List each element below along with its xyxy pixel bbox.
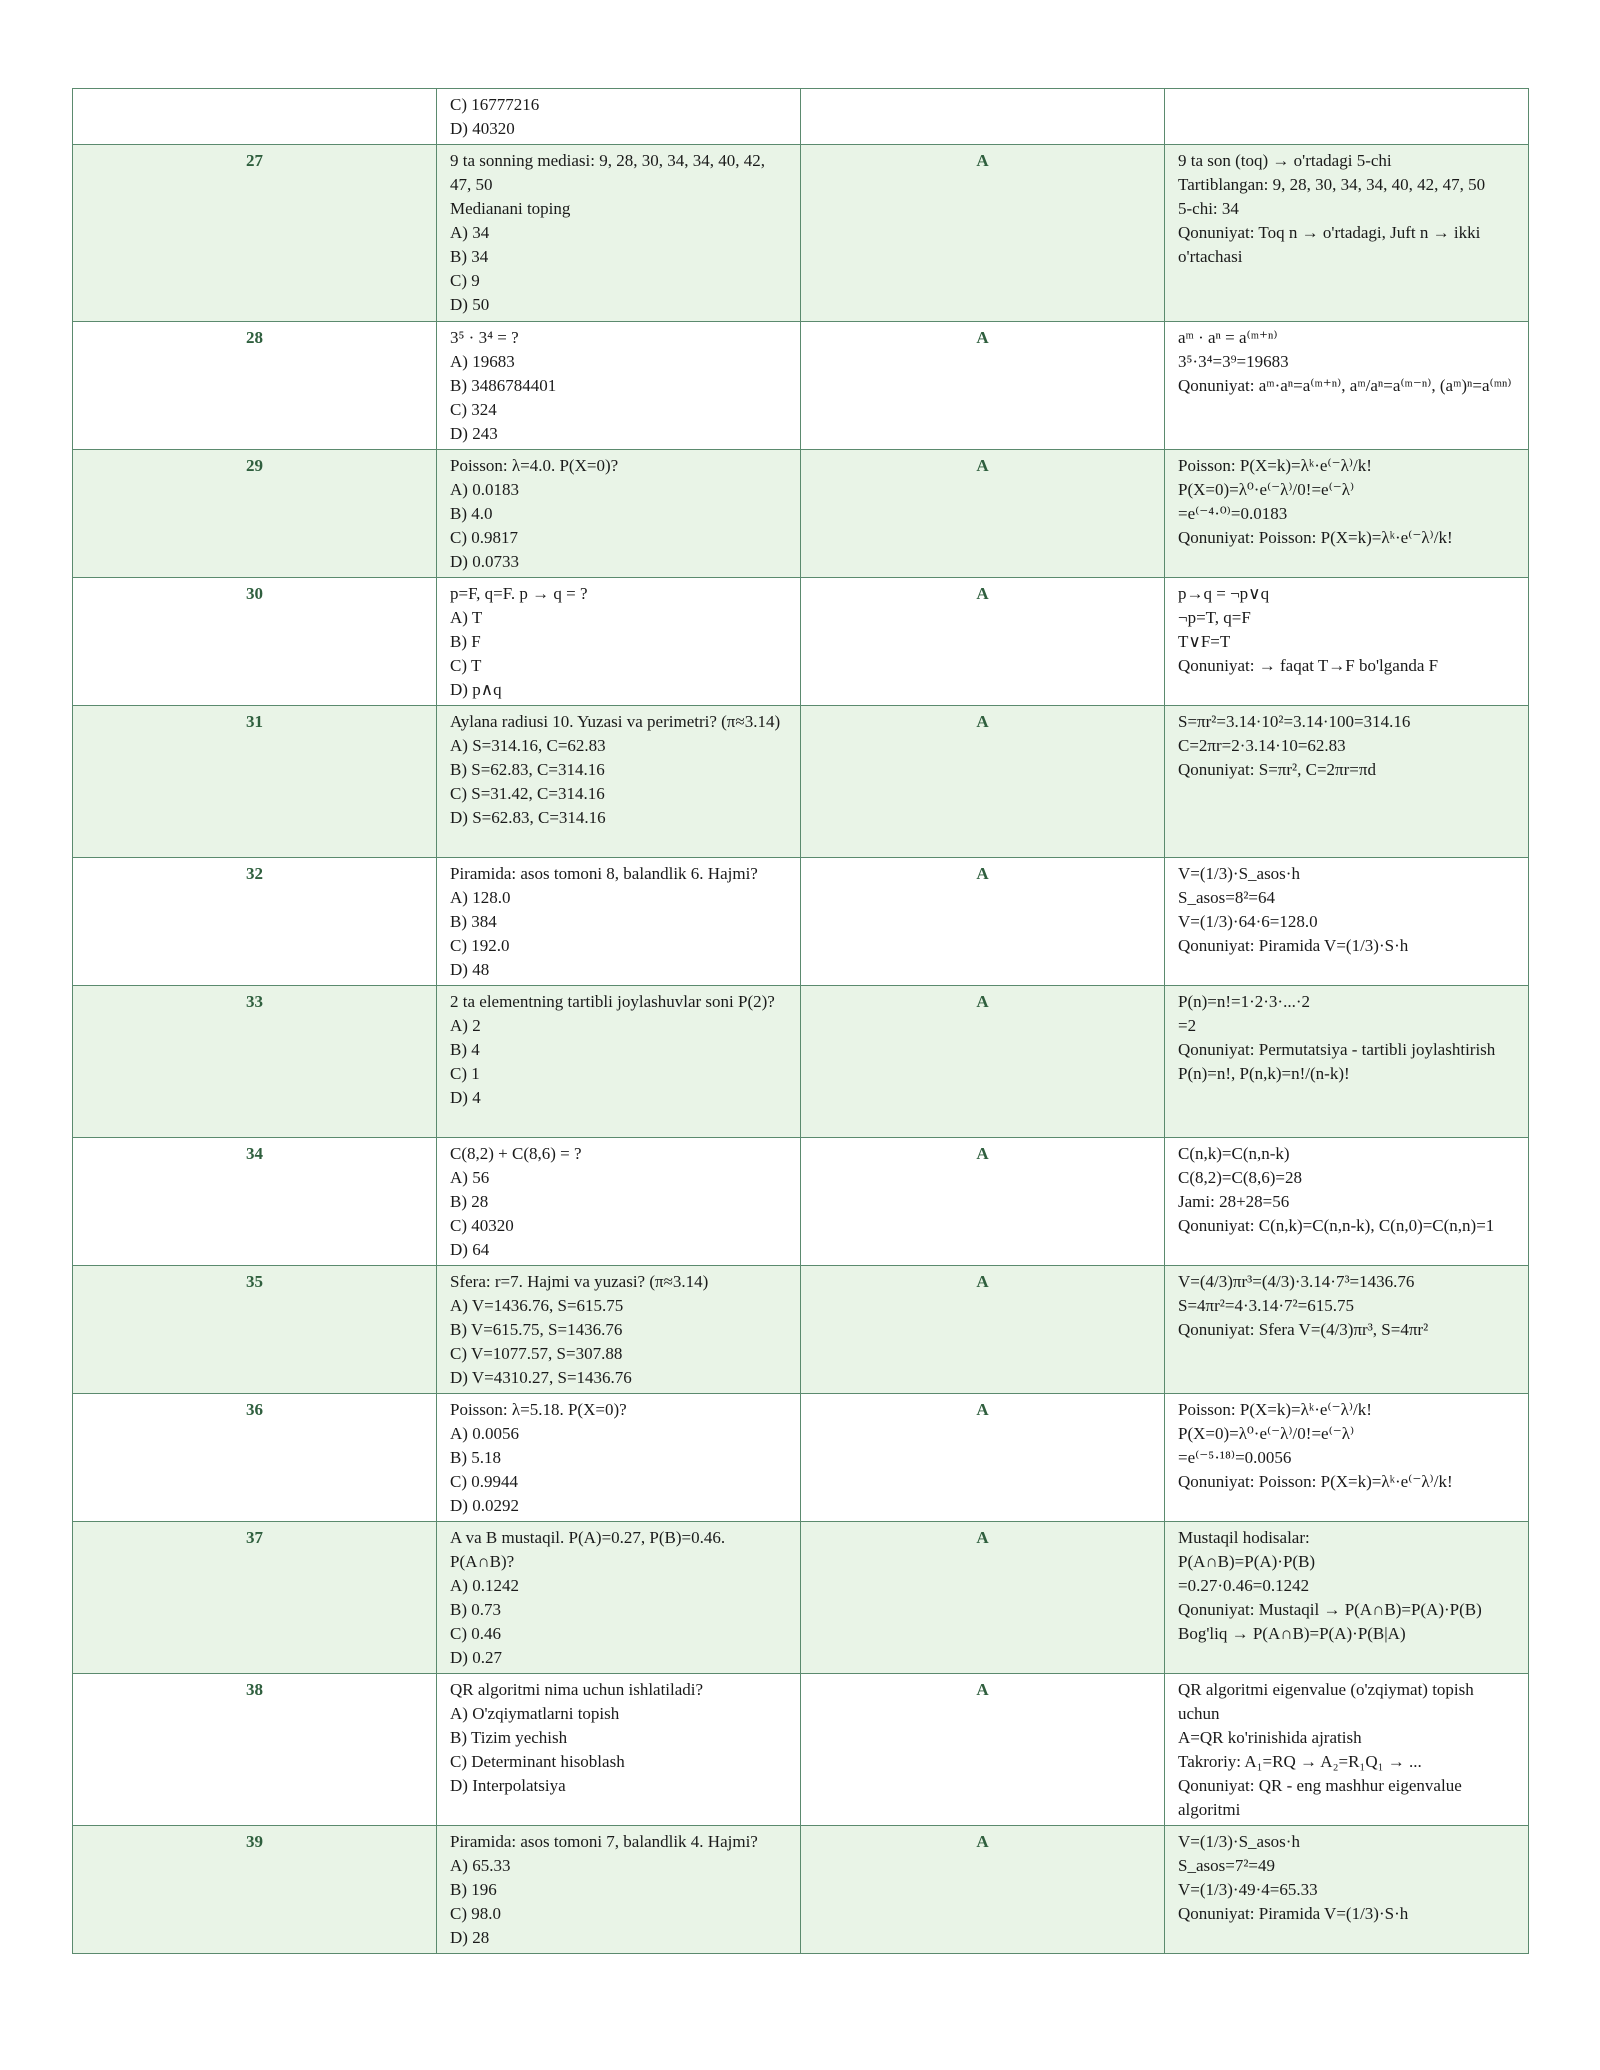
question-line: A va B mustaqil. P(A)=0.27, P(B)=0.46. P(A∩B)?	[450, 1528, 726, 1571]
question-number: 30	[73, 578, 437, 706]
explanation-line: V=(4/3)πr³=(4/3)·3.14·7³=1436.76	[1178, 1272, 1415, 1291]
table-row	[73, 1674, 1529, 1826]
question-number: 37	[73, 1522, 437, 1674]
explanation-cell	[1165, 1138, 1529, 1266]
explanation-line: 5-chi: 34	[1178, 199, 1239, 218]
explanation-line: P(A∩B)=P(A)·P(B)	[1178, 1552, 1316, 1571]
question-line: B) 4	[450, 1040, 480, 1059]
question-number: 38	[73, 1674, 437, 1826]
question-number: 39	[73, 1826, 437, 1954]
explanation-cell	[1165, 322, 1529, 450]
explanation-line: C(n,k)=C(n,n-k)	[1178, 1144, 1290, 1163]
explanation-cell	[1165, 1522, 1529, 1674]
explanation-cell	[1165, 858, 1529, 986]
explanation-line: Poisson: P(X=k)=λᵏ·e⁽⁻λ⁾/k!	[1178, 1400, 1372, 1419]
answer-cell: A	[801, 450, 1165, 578]
question-line: C) 16777216	[450, 95, 540, 114]
explanation-line: 9 ta son (toq) → o'rtadagi 5-chi	[1178, 151, 1392, 170]
question-cell	[437, 450, 801, 578]
question-line: C) V=1077.57, S=307.88	[450, 1344, 623, 1363]
question-number	[73, 89, 437, 145]
question-line: C(8,2) + C(8,6) = ?	[450, 1144, 582, 1163]
question-line: C) 0.46	[450, 1624, 501, 1643]
question-line: B) 4.0	[450, 504, 493, 523]
table-row	[73, 1138, 1529, 1266]
answer-cell: A	[801, 1394, 1165, 1522]
question-line: C) 98.0	[450, 1904, 501, 1923]
question-line: D) 243	[450, 424, 498, 443]
explanation-line: Qonuniyat: Permutatsiya - tartibli joylashtirish	[1178, 1040, 1496, 1059]
question-number: 27	[73, 145, 437, 322]
question-number: 33	[73, 986, 437, 1138]
questions-table-body	[73, 89, 1529, 1954]
question-line: A) 128.0	[450, 888, 511, 907]
table-row	[73, 1266, 1529, 1394]
question-line: Piramida: asos tomoni 8, balandlik 6. Hajmi?	[450, 864, 758, 883]
question-line: A) O'zqiymatlarni topish	[450, 1704, 620, 1723]
question-line: C) 0.9944	[450, 1472, 518, 1491]
question-cell	[437, 1674, 801, 1826]
question-line: C) 9	[450, 271, 480, 290]
answer-cell: A	[801, 706, 1165, 858]
table-row	[73, 986, 1529, 1138]
explanation-line: P(n)=n!, P(n,k)=n!/(n-k)!	[1178, 1064, 1350, 1083]
question-line: B) 28	[450, 1192, 489, 1211]
explanation-line: Qonuniyat: Piramida V=(1/3)·S·h	[1178, 936, 1409, 955]
question-number: 35	[73, 1266, 437, 1394]
question-line: A) 65.33	[450, 1856, 511, 1875]
question-line: B) 384	[450, 912, 497, 931]
explanation-line: p→q = ¬p∨q	[1178, 584, 1270, 603]
question-line: C) T	[450, 656, 482, 675]
question-cell	[437, 578, 801, 706]
question-line: D) V=4310.27, S=1436.76	[450, 1368, 632, 1387]
table-row	[73, 1394, 1529, 1522]
question-line: Poisson: λ=4.0. P(X=0)?	[450, 456, 619, 475]
explanation-line: Qonuniyat: S=πr², C=2πr=πd	[1178, 760, 1376, 779]
question-cell	[437, 1394, 801, 1522]
question-cell	[437, 1138, 801, 1266]
question-line: A) 19683	[450, 352, 515, 371]
question-line: B) 5.18	[450, 1448, 501, 1467]
question-line: Aylana radiusi 10. Yuzasi va perimetri? (π≈3.14)	[450, 712, 781, 731]
question-line: B) 34	[450, 247, 489, 266]
explanation-line: P(X=0)=λ⁰·e⁽⁻λ⁾/0!=e⁽⁻λ⁾	[1178, 480, 1355, 499]
question-line: Poisson: λ=5.18. P(X=0)?	[450, 1400, 627, 1419]
question-line: B) F	[450, 632, 481, 651]
question-line: p=F, q=F. p → q = ?	[450, 584, 588, 603]
explanation-line: Bog'liq → P(A∩B)=P(A)·P(B|A)	[1178, 1624, 1406, 1643]
explanation-line: =e⁽⁻⁴·⁰⁾=0.0183	[1178, 504, 1288, 523]
question-line: A) 0.0183	[450, 480, 519, 499]
explanation-cell	[1165, 145, 1529, 322]
table-row	[73, 578, 1529, 706]
explanation-line: A=QR ko'rinishida ajratish	[1178, 1728, 1362, 1747]
explanation-cell	[1165, 706, 1529, 858]
question-number: 32	[73, 858, 437, 986]
explanation-line: P(X=0)=λ⁰·e⁽⁻λ⁾/0!=e⁽⁻λ⁾	[1178, 1424, 1355, 1443]
table-row	[73, 145, 1529, 322]
explanation-line: V=(1/3)·S_asos·h	[1178, 864, 1300, 883]
question-line: D) 28	[450, 1928, 490, 1947]
answer-cell: A	[801, 578, 1165, 706]
answer-cell: A	[801, 1522, 1165, 1674]
answer-cell: A	[801, 1674, 1165, 1826]
question-line: Medianani toping	[450, 199, 571, 218]
table-row	[73, 1522, 1529, 1674]
answer-cell: A	[801, 986, 1165, 1138]
explanation-line: S_asos=7²=49	[1178, 1856, 1276, 1875]
answer-cell: A	[801, 1826, 1165, 1954]
question-cell	[437, 1826, 801, 1954]
question-line: A) 56	[450, 1168, 490, 1187]
question-line: A) 0.0056	[450, 1424, 519, 1443]
question-line: D) 0.27	[450, 1648, 502, 1667]
question-number: 36	[73, 1394, 437, 1522]
answer-cell: A	[801, 1266, 1165, 1394]
questions-table	[72, 88, 1529, 1954]
question-line: A) S=314.16, C=62.83	[450, 736, 606, 755]
question-number: 28	[73, 322, 437, 450]
explanation-line: Qonuniyat: → faqat T→F bo'lganda F	[1178, 656, 1439, 675]
explanation-line: Qonuniyat: Sfera V=(4/3)πr³, S=4πr²	[1178, 1320, 1429, 1339]
question-line: D) p∧q	[450, 680, 502, 699]
explanation-line: aᵐ · aⁿ = a⁽ᵐ⁺ⁿ⁾	[1178, 328, 1278, 347]
explanation-cell	[1165, 578, 1529, 706]
answer-cell	[801, 89, 1165, 145]
question-line: 2 ta elementning tartibli joylashuvlar soni P(2)?	[450, 992, 775, 1011]
explanation-line: S_asos=8²=64	[1178, 888, 1276, 907]
table-row	[73, 706, 1529, 858]
explanation-line: P(n)=n!=1·2·3·...·2	[1178, 992, 1311, 1011]
question-line: B) 3486784401	[450, 376, 557, 395]
explanation-line: V=(1/3)·49·4=65.33	[1178, 1880, 1318, 1899]
explanation-cell	[1165, 1394, 1529, 1522]
explanation-cell	[1165, 986, 1529, 1138]
table-row	[73, 1826, 1529, 1954]
explanation-cell	[1165, 1674, 1529, 1826]
explanation-line: V=(1/3)·64·6=128.0	[1178, 912, 1318, 931]
explanation-line: Poisson: P(X=k)=λᵏ·e⁽⁻λ⁾/k!	[1178, 456, 1372, 475]
answer-cell: A	[801, 145, 1165, 322]
question-cell	[437, 1266, 801, 1394]
question-line: A) 2	[450, 1016, 481, 1035]
question-number: 34	[73, 1138, 437, 1266]
question-line: C) 0.9817	[450, 528, 518, 547]
question-line: A) 34	[450, 223, 490, 242]
table-row	[73, 450, 1529, 578]
answer-cell: A	[801, 322, 1165, 450]
explanation-line: =2	[1178, 1016, 1197, 1035]
explanation-cell	[1165, 1826, 1529, 1954]
question-cell	[437, 986, 801, 1138]
explanation-line: =e⁽⁻⁵·¹⁸⁾=0.0056	[1178, 1448, 1292, 1467]
question-line: D) 40320	[450, 119, 515, 138]
explanation-line: V=(1/3)·S_asos·h	[1178, 1832, 1300, 1851]
explanation-line: Qonuniyat: C(n,k)=C(n,n-k), C(n,0)=C(n,n)=1	[1178, 1216, 1495, 1235]
question-line: D) 0.0733	[450, 552, 519, 571]
question-line: C) Determinant hisoblash	[450, 1752, 625, 1771]
explanation-line: Qonuniyat: Toq n → o'rtadagi, Juft n → ikki o'rtachasi	[1178, 223, 1481, 266]
explanation-line: Jami: 28+28=56	[1178, 1192, 1290, 1211]
question-line: QR algoritmi nima uchun ishlatiladi?	[450, 1680, 704, 1699]
explanation-cell	[1165, 1266, 1529, 1394]
answer-cell: A	[801, 858, 1165, 986]
question-line: B) S=62.83, C=314.16	[450, 760, 605, 779]
explanation-line: 3⁵·3⁴=3⁹=19683	[1178, 352, 1289, 371]
question-line: D) 64	[450, 1240, 490, 1259]
table-row	[73, 89, 1529, 145]
explanation-line: S=4πr²=4·3.14·7²=615.75	[1178, 1296, 1354, 1315]
question-line: D) Interpolatsiya	[450, 1776, 566, 1795]
explanation-line: QR algoritmi eigenvalue (o'zqiymat) topish uchun	[1178, 1680, 1474, 1723]
table-row	[73, 858, 1529, 986]
question-cell	[437, 706, 801, 858]
explanation-line: Qonuniyat: Mustaqil → P(A∩B)=P(A)·P(B)	[1178, 1600, 1482, 1619]
question-line: C) 1	[450, 1064, 480, 1083]
explanation-line: Mustaqil hodisalar:	[1178, 1528, 1310, 1547]
question-cell	[437, 858, 801, 986]
question-line: D) 50	[450, 295, 490, 314]
explanation-line: Qonuniyat: Piramida V=(1/3)·S·h	[1178, 1904, 1409, 1923]
explanation-line: =0.27·0.46=0.1242	[1178, 1576, 1310, 1595]
explanation-line: Qonuniyat: Poisson: P(X=k)=λᵏ·e⁽⁻λ⁾/k!	[1178, 1472, 1453, 1491]
question-cell	[437, 1522, 801, 1674]
question-line: D) 4	[450, 1088, 481, 1107]
question-line: C) 192.0	[450, 936, 510, 955]
question-line: D) S=62.83, C=314.16	[450, 808, 606, 827]
explanation-cell	[1165, 450, 1529, 578]
question-line: 3⁵ · 3⁴ = ?	[450, 328, 519, 347]
explanation-line: Takroriy: A₁=RQ → A₂=R₁Q₁ → ...	[1178, 1752, 1422, 1771]
question-line: C) S=31.42, C=314.16	[450, 784, 605, 803]
explanation-line: ¬p=T, q=F	[1178, 608, 1251, 627]
explanation-cell	[1165, 89, 1529, 145]
question-number: 31	[73, 706, 437, 858]
question-line: C) 324	[450, 400, 497, 419]
question-line: D) 48	[450, 960, 490, 979]
question-line: A) 0.1242	[450, 1576, 519, 1595]
question-line: B) 0.73	[450, 1600, 501, 1619]
question-cell	[437, 89, 801, 145]
question-line: B) 196	[450, 1880, 497, 1899]
question-line: B) Tizim yechish	[450, 1728, 568, 1747]
explanation-line: C=2πr=2·3.14·10=62.83	[1178, 736, 1346, 755]
question-line: A) T	[450, 608, 483, 627]
explanation-line: Qonuniyat: Poisson: P(X=k)=λᵏ·e⁽⁻λ⁾/k!	[1178, 528, 1453, 547]
question-line: B) V=615.75, S=1436.76	[450, 1320, 623, 1339]
explanation-line: Tartiblangan: 9, 28, 30, 34, 34, 40, 42, 47, 50	[1178, 175, 1486, 194]
question-cell	[437, 322, 801, 450]
question-line: A) V=1436.76, S=615.75	[450, 1296, 624, 1315]
table-row	[73, 322, 1529, 450]
explanation-line: Qonuniyat: QR - eng mashhur eigenvalue algoritmi	[1178, 1776, 1462, 1819]
question-line: Sfera: r=7. Hajmi va yuzasi? (π≈3.14)	[450, 1272, 709, 1291]
explanation-line: T∨F=T	[1178, 632, 1231, 651]
question-number: 29	[73, 450, 437, 578]
question-line: 9 ta sonning mediasi: 9, 28, 30, 34, 34, 40, 42, 47, 50	[450, 151, 765, 194]
question-line: C) 40320	[450, 1216, 514, 1235]
question-cell	[437, 145, 801, 322]
explanation-line: Qonuniyat: aᵐ·aⁿ=a⁽ᵐ⁺ⁿ⁾, aᵐ/aⁿ=a⁽ᵐ⁻ⁿ⁾, (aᵐ)ⁿ=a⁽ᵐⁿ⁾	[1178, 376, 1512, 395]
answer-cell: A	[801, 1138, 1165, 1266]
explanation-line: C(8,2)=C(8,6)=28	[1178, 1168, 1302, 1187]
question-line: D) 0.0292	[450, 1496, 519, 1515]
question-line: Piramida: asos tomoni 7, balandlik 4. Hajmi?	[450, 1832, 758, 1851]
explanation-line: S=πr²=3.14·10²=3.14·100=314.16	[1178, 712, 1411, 731]
